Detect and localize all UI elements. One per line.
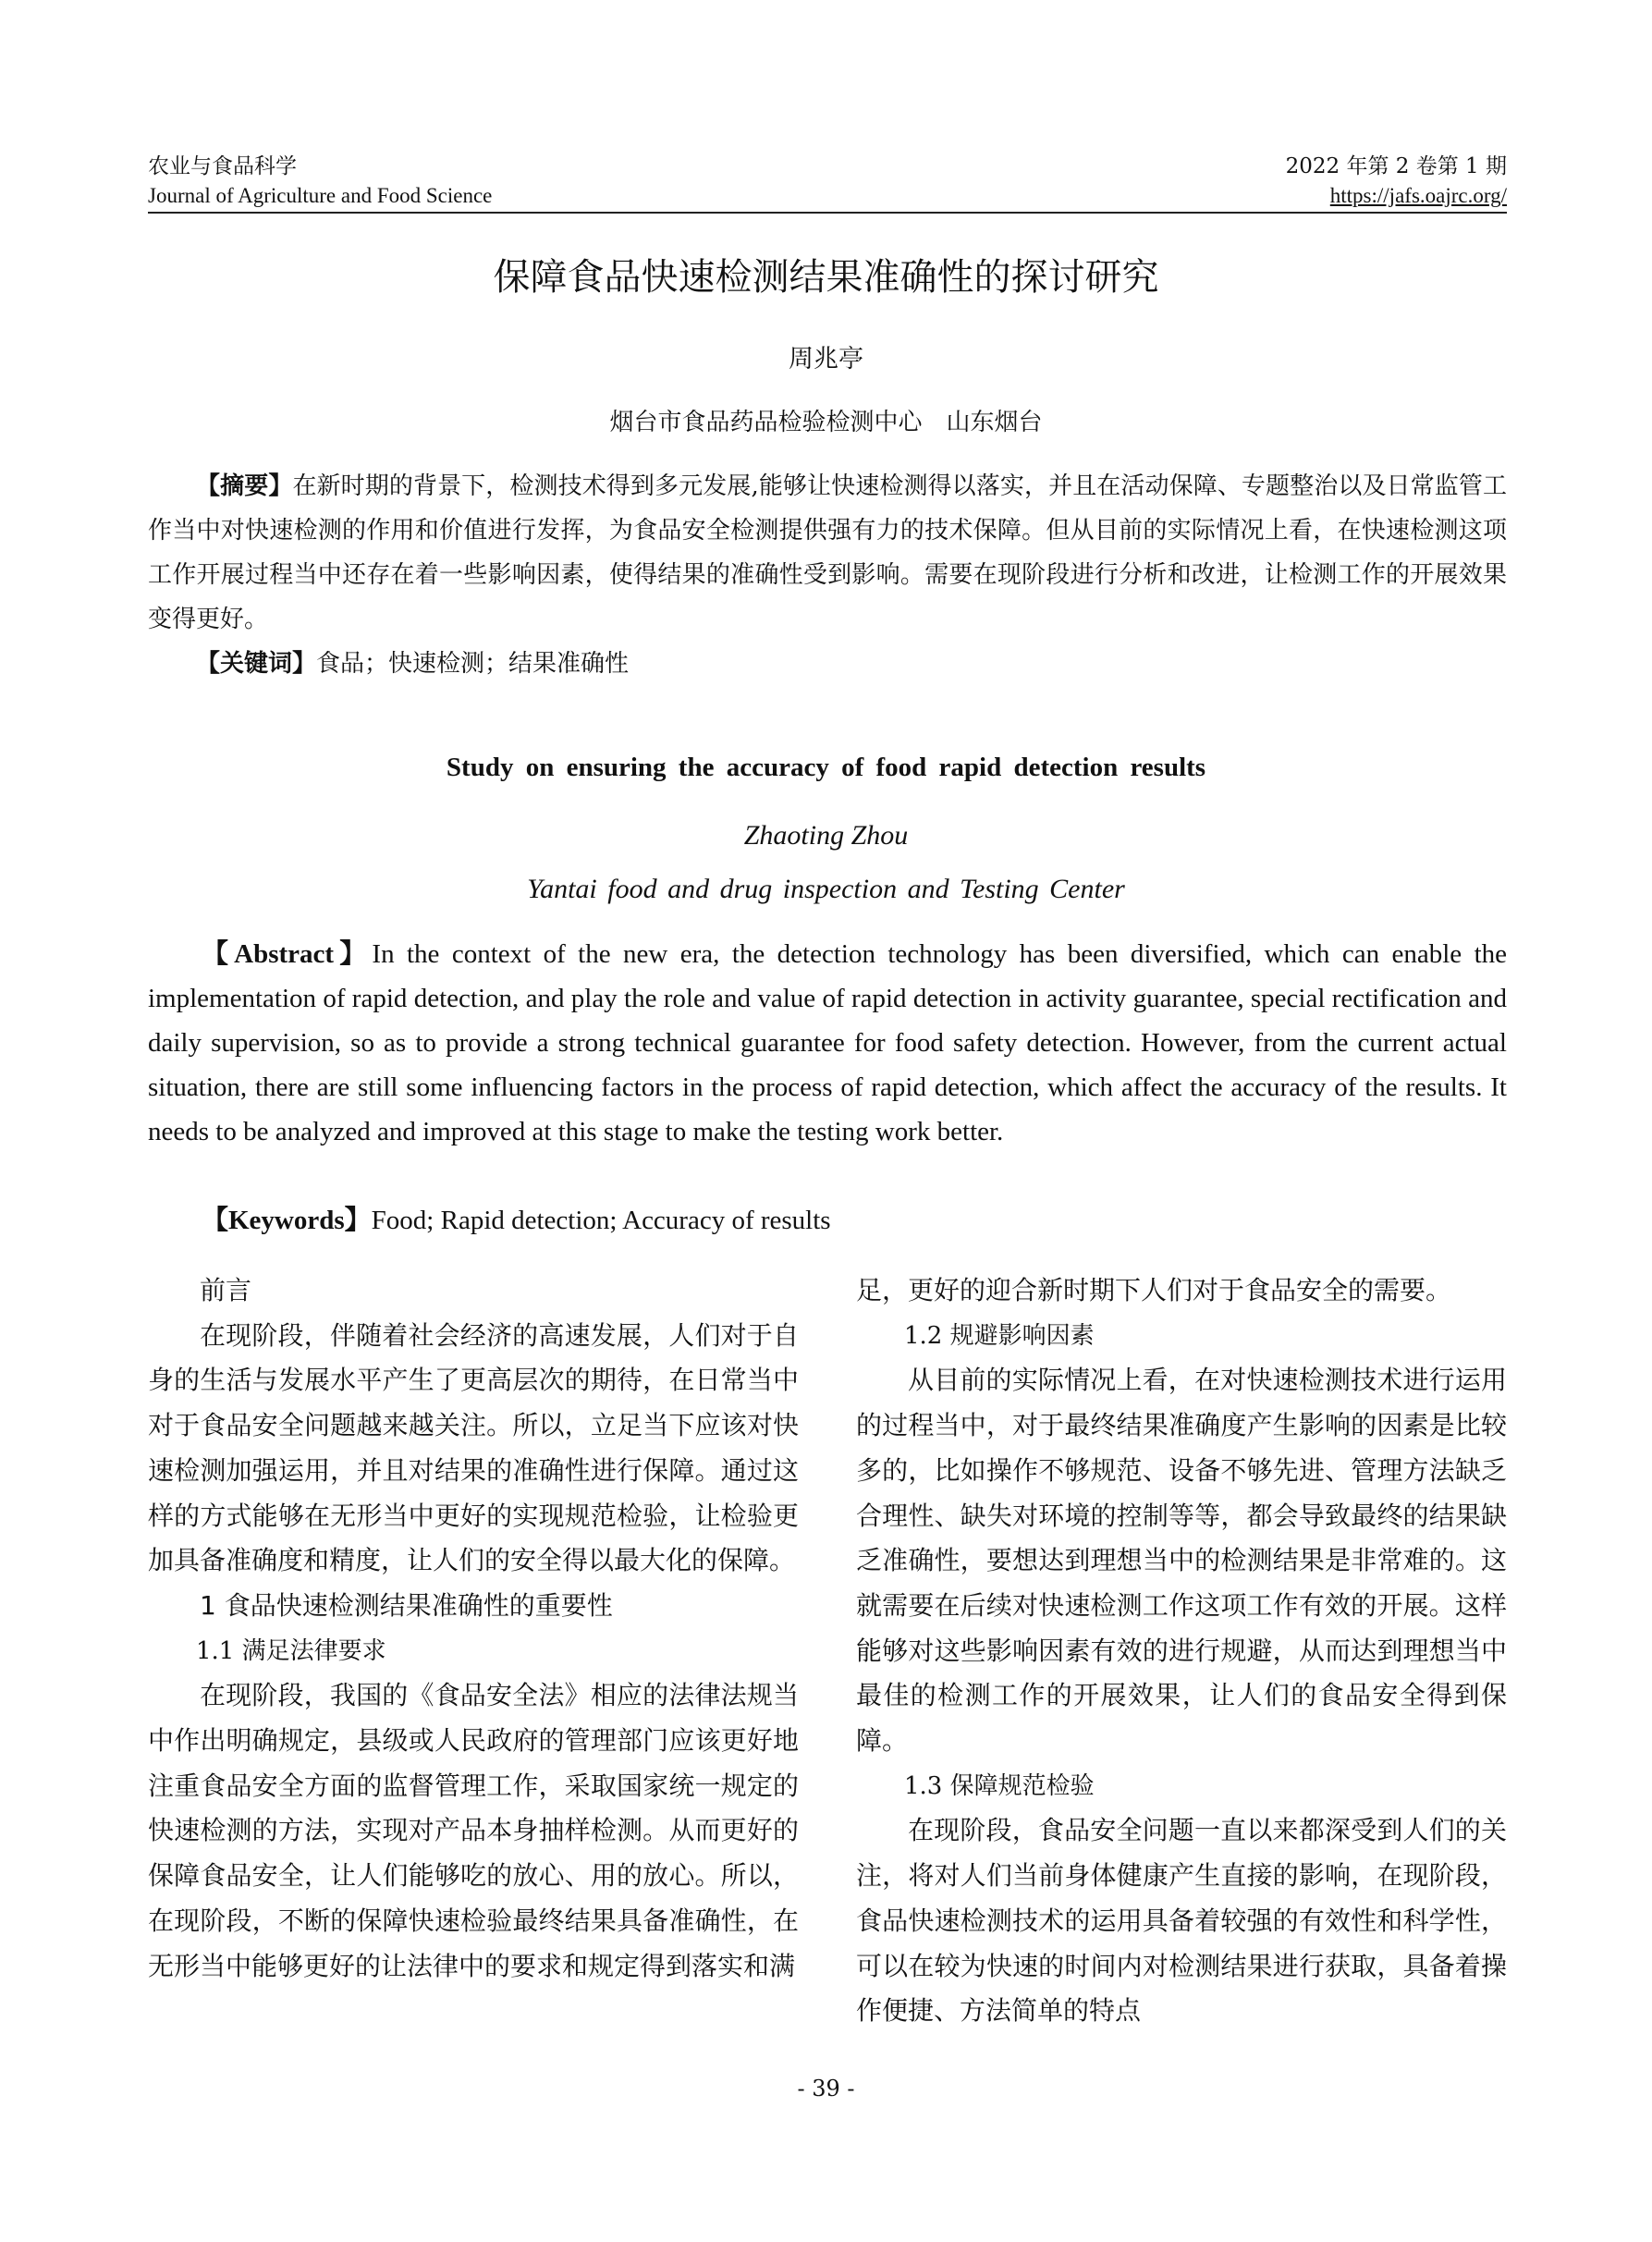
issue-info: 2022 年第 2 卷第 1 期: [1285, 154, 1507, 178]
paragraph: 在现阶段，我国的《食品安全法》相应的法律法规当中作出明确规定，县级或人民政府的管理部门应该更好地注重食品安全方面的监督管理工作，采取国家统一规定的快速检测的方法，实现对产品本身抽样检测。从而更好的保障食品安全，让人们能够吃的放心、用的放心。所以，在现阶段，不断的保障快速检验最终结果具备准确性，在无形当中能够更好的让法律中的要求和规定得到落实和满: [148, 1680, 799, 1981]
paragraph: 从目前的实际情况上看，在对快速检测技术进行运用的过程当中，对于最终结果准确度产生影响的因素是比较多的，比如操作不够规范、设备不够先进、管理方法缺乏合理性、缺失对环境的控制等等，都会导致最终的结果缺乏准确性，要想达到理想当中的检测结果是非常难的。这就需要在后续对快速检测工作这项工作有效的开展。这样能够对这些影响因素有效的进行规避，从而达到理想当中最佳的检测工作的开展效果，让人们的食品安全得到保障。: [856, 1365, 1507, 1757]
abstract-cn: [148, 464, 1507, 642]
abstract-cn-label: 【摘要】: [196, 472, 293, 500]
paragraph: 在现阶段，伴随着社会经济的高速发展，人们对于自身的生活与发展水平产生了更高层次的期待，在日常当中对于食品安全问题越来越关注。所以，立足当下应该对快速检测加强运用，并且对结果的准确性进行保障。通过这样的方式能够在无形当中更好的实现规范检验，让检验更加具备准确度和精度，让人们的安全得以最大化的保障。: [148, 1319, 799, 1576]
abstract-en-text: In the context of the new era, the detection technology has been diversified, which can enable the implementation of rapid detection, and play the role and value of rapid detection in activity guarantee, special rectification and daily supervision, so as to provide a strong technical guarantee for food safety detection. However, from the current actual situation, there are still some influencing factors in the process of rapid detection, which affect the accuracy of the results. It needs to be analyzed and improved at this stage to make the testing work better.: [148, 939, 1508, 1146]
affiliation-en: Yantai food and drug inspection and Testing Center: [527, 874, 1125, 904]
abstract-en-label: 【Abstract】: [202, 939, 373, 969]
paragraph-continuation: 足，更好的迎合新时期下人们对于食品安全的需要。: [856, 1275, 1452, 1305]
journal-url-link[interactable]: https://jafs.oajrc.org/: [1329, 184, 1507, 207]
page-number: - 39 -: [797, 2076, 855, 2101]
keywords-en-label: 【Keywords】: [202, 1206, 372, 1235]
subsection-heading-1-1: 1.1 满足法律要求: [196, 1636, 386, 1665]
keywords-cn-text: 食品；快速检测；结果准确性: [316, 650, 630, 678]
paper-title-en: Study on ensuring the accuracy of food rapid detection results: [446, 753, 1206, 782]
abstract-cn-text: 在新时期的背景下，检测技术得到多元发展,能够让快速检测得以落实，并且在活动保障、专题整治以及日常监管工作当中对快速检测的作用和价值进行发挥，为食品安全检测提供强有力的技术保障。但从目前的实际情况上看，在快速检测这项工作开展过程当中还存在着一些影响因素，使得结果的准确性受到影响。需要在现阶段进行分析和改进，让检测工作的开展效果变得更好。: [148, 472, 1507, 633]
abstract-en: [148, 932, 1507, 1154]
journal-name-en: Journal of Agriculture and Food Science: [148, 184, 493, 207]
keywords-cn-label: 【关键词】: [196, 650, 317, 678]
section-heading-preface: 前言: [200, 1275, 252, 1305]
author-cn: 周兆亭: [789, 345, 863, 374]
keywords-en: [148, 1198, 1507, 1243]
keywords-cn: [148, 642, 1507, 686]
author-en: Zhaoting Zhou: [743, 820, 909, 851]
subsection-heading-1-3: 1.3 保障规范检验: [904, 1771, 1095, 1800]
paper-title-cn: 保障食品快速检测结果准确性的探讨研究: [493, 256, 1159, 299]
body-left-column: [148, 1268, 799, 1989]
body-right-column: [856, 1268, 1507, 2034]
header-rule: [148, 212, 1507, 214]
journal-name-cn: 农业与食品科学: [148, 154, 297, 178]
affiliation-cn: 烟台市食品药品检验检测中心 山东烟台: [609, 409, 1043, 436]
paragraph: 在现阶段，食品安全问题一直以来都深受到人们的关注，将对人们当前身体健康产生直接的影响，在现阶段，食品快速检测技术的运用具备着较强的有效性和科学性，可以在较为快速的时间内对检测结果进行获取，具备着操作便捷、方法简单的特点: [856, 1815, 1507, 2027]
subsection-heading-1-2: 1.2 规避影响因素: [904, 1321, 1095, 1350]
section-heading-1: 1 食品快速检测结果准确性的重要性: [200, 1589, 613, 1621]
keywords-en-text: Food; Rapid detection; Accuracy of results: [371, 1206, 831, 1235]
